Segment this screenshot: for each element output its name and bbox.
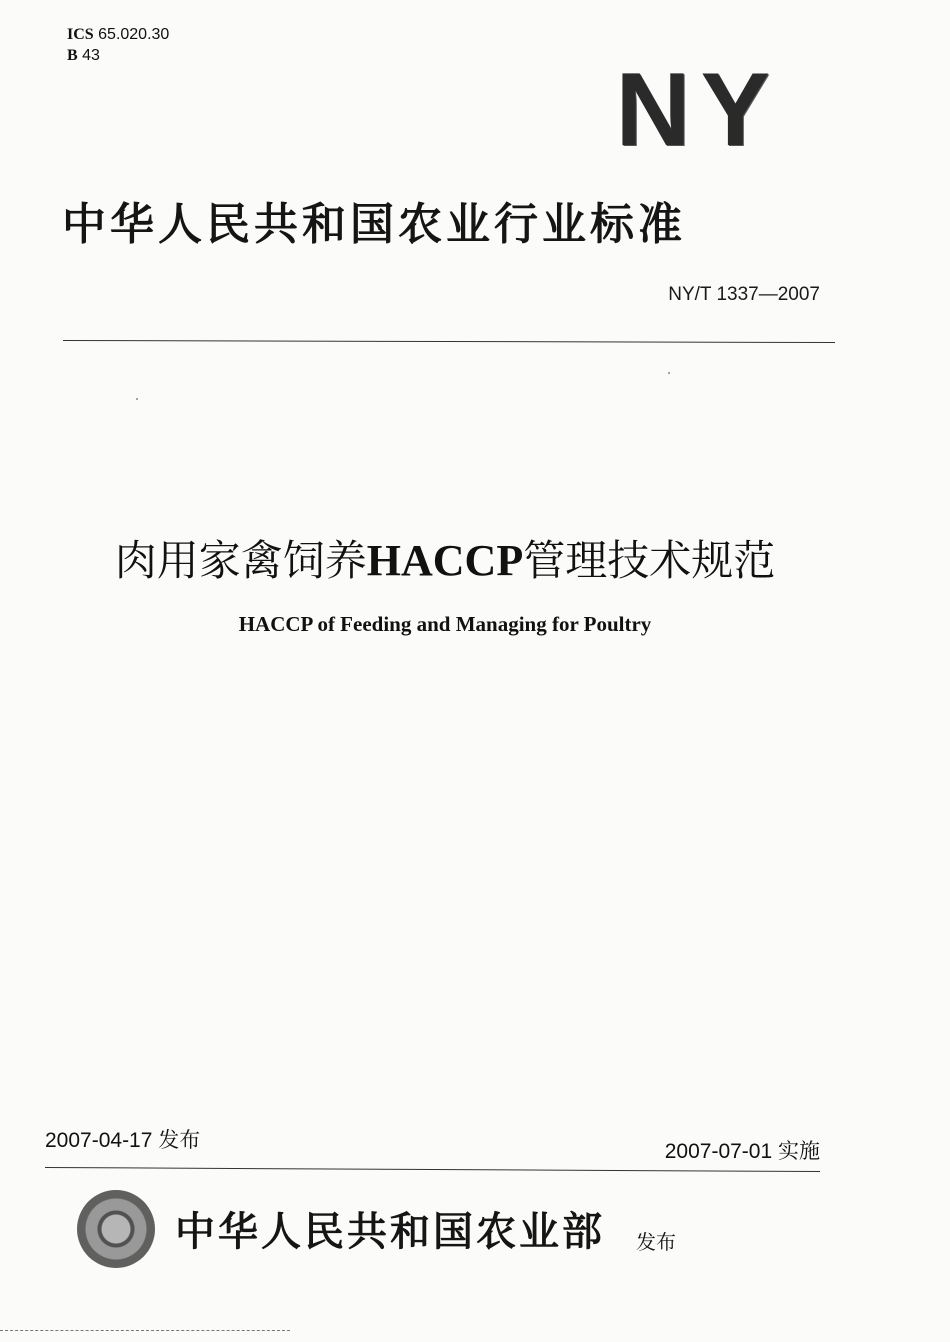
classification-codes xyxy=(67,24,169,66)
issuing-ministry: 中华人民共和国农业部 xyxy=(175,1209,605,1255)
standard-category-title: 中华人民共和国农业行业标准 xyxy=(62,199,686,250)
title-cn-suffix: 管理技术规范 xyxy=(523,536,776,585)
ics-code: 65.020.30 xyxy=(98,26,170,43)
title-cn-prefix: 肉用家禽饲养 xyxy=(114,536,367,585)
ccs-code: 43 xyxy=(82,47,100,64)
top-divider xyxy=(63,340,835,343)
scan-edge xyxy=(0,1330,290,1331)
scan-speck xyxy=(136,398,138,400)
ics-label: ICS xyxy=(67,26,94,43)
document-title-english: HACCP of Feeding and Managing for Poultry xyxy=(238,612,652,636)
title-acronym: HACCP xyxy=(366,536,524,585)
ccs-label: B xyxy=(67,47,78,64)
ministry-seal-icon xyxy=(77,1190,155,1268)
ccs-line xyxy=(67,45,169,66)
ics-line xyxy=(67,24,169,45)
bottom-divider xyxy=(45,1167,820,1172)
publish-label: 发布 xyxy=(636,1230,676,1254)
standard-number: NY/T 1337—2007 xyxy=(668,284,820,305)
implementation-date: 2007-07-01 实施 xyxy=(664,1140,820,1163)
scan-speck xyxy=(668,372,670,374)
document-title xyxy=(0,528,890,588)
issue-date: 2007-04-17 发布 xyxy=(45,1129,201,1152)
ny-standard-logo: NY xyxy=(615,52,780,168)
